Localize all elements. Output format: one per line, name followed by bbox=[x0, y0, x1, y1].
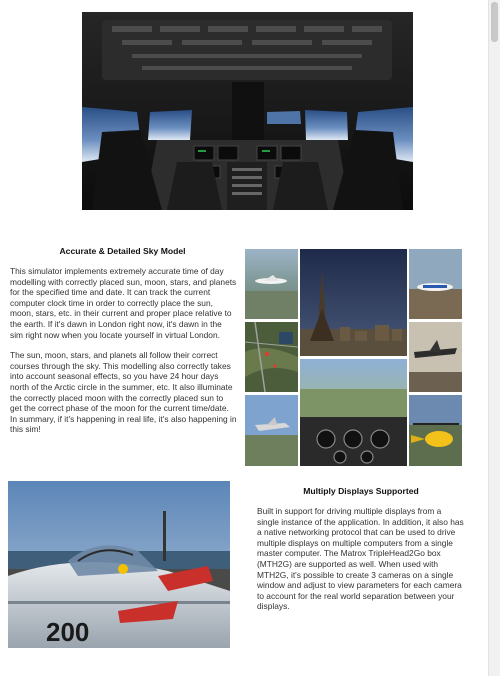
sky-model-paragraph: The sun, moon, stars, and planets all follow their correct courses through the sky. This modelling also correctly takes into account seasonal effects, so you have 24 hour days north of the Arctic circle in the summer, etc. It also illuminate the correctly placed moon with the correctly placed sun to get the correct phase of the moon for the current time/date. In summary, if it's happening in real life, it's also happening in this sim! bbox=[10, 350, 237, 435]
sky-model-paragraph: This simulator implements extremely accurate time of day modelling with correctly placed sun, moon, stars, and planets for the specified time and date. It can track the current computer clock time in order to correctly place the sun, moon, stars, etc. in their current and proper place relative to the earth. If it's dawn in London right now, it's dawn in the sim right now when you locate yourself in virtual London. bbox=[10, 266, 237, 340]
gallery-yellow-helicopter bbox=[409, 395, 462, 466]
gallery-cockpit-view bbox=[300, 359, 407, 466]
gallery-jet-over-runway bbox=[245, 395, 298, 466]
gallery-satellite-map bbox=[245, 322, 298, 392]
scrollbar-thumb[interactable] bbox=[491, 2, 498, 42]
gallery-airliner-in-clouds bbox=[245, 249, 298, 319]
vertical-scrollbar[interactable] bbox=[488, 0, 500, 676]
sky-model-text bbox=[10, 266, 237, 445]
gallery-eiffel-tower bbox=[300, 249, 407, 356]
screenshot-gallery bbox=[245, 249, 462, 466]
gallery-airliner-over-coast bbox=[409, 249, 462, 319]
carrier-jet-screenshot bbox=[8, 481, 230, 648]
cockpit-screenshot bbox=[82, 12, 413, 210]
multi-display-text: Built in support for driving multiple displays from a single instance of the application. In addition, it also has a native networking protocol that can be used to drive multiple displays on multiple computers from a single master computer. The Matrox TripleHead2Go box (MTH2G) are supported as well. When used with MTH2G, it's possible to create 3 cameras on a single window and adjust to view parameters for each camera to account for the real world separation between your displays. bbox=[257, 506, 464, 612]
jet-side-number: 200 bbox=[46, 617, 90, 647]
multi-display-heading: Multiply Displays Supported bbox=[303, 486, 419, 496]
sky-model-heading: Accurate & Detailed Sky Model bbox=[59, 246, 186, 256]
gallery-warbird-sunset bbox=[409, 322, 462, 392]
